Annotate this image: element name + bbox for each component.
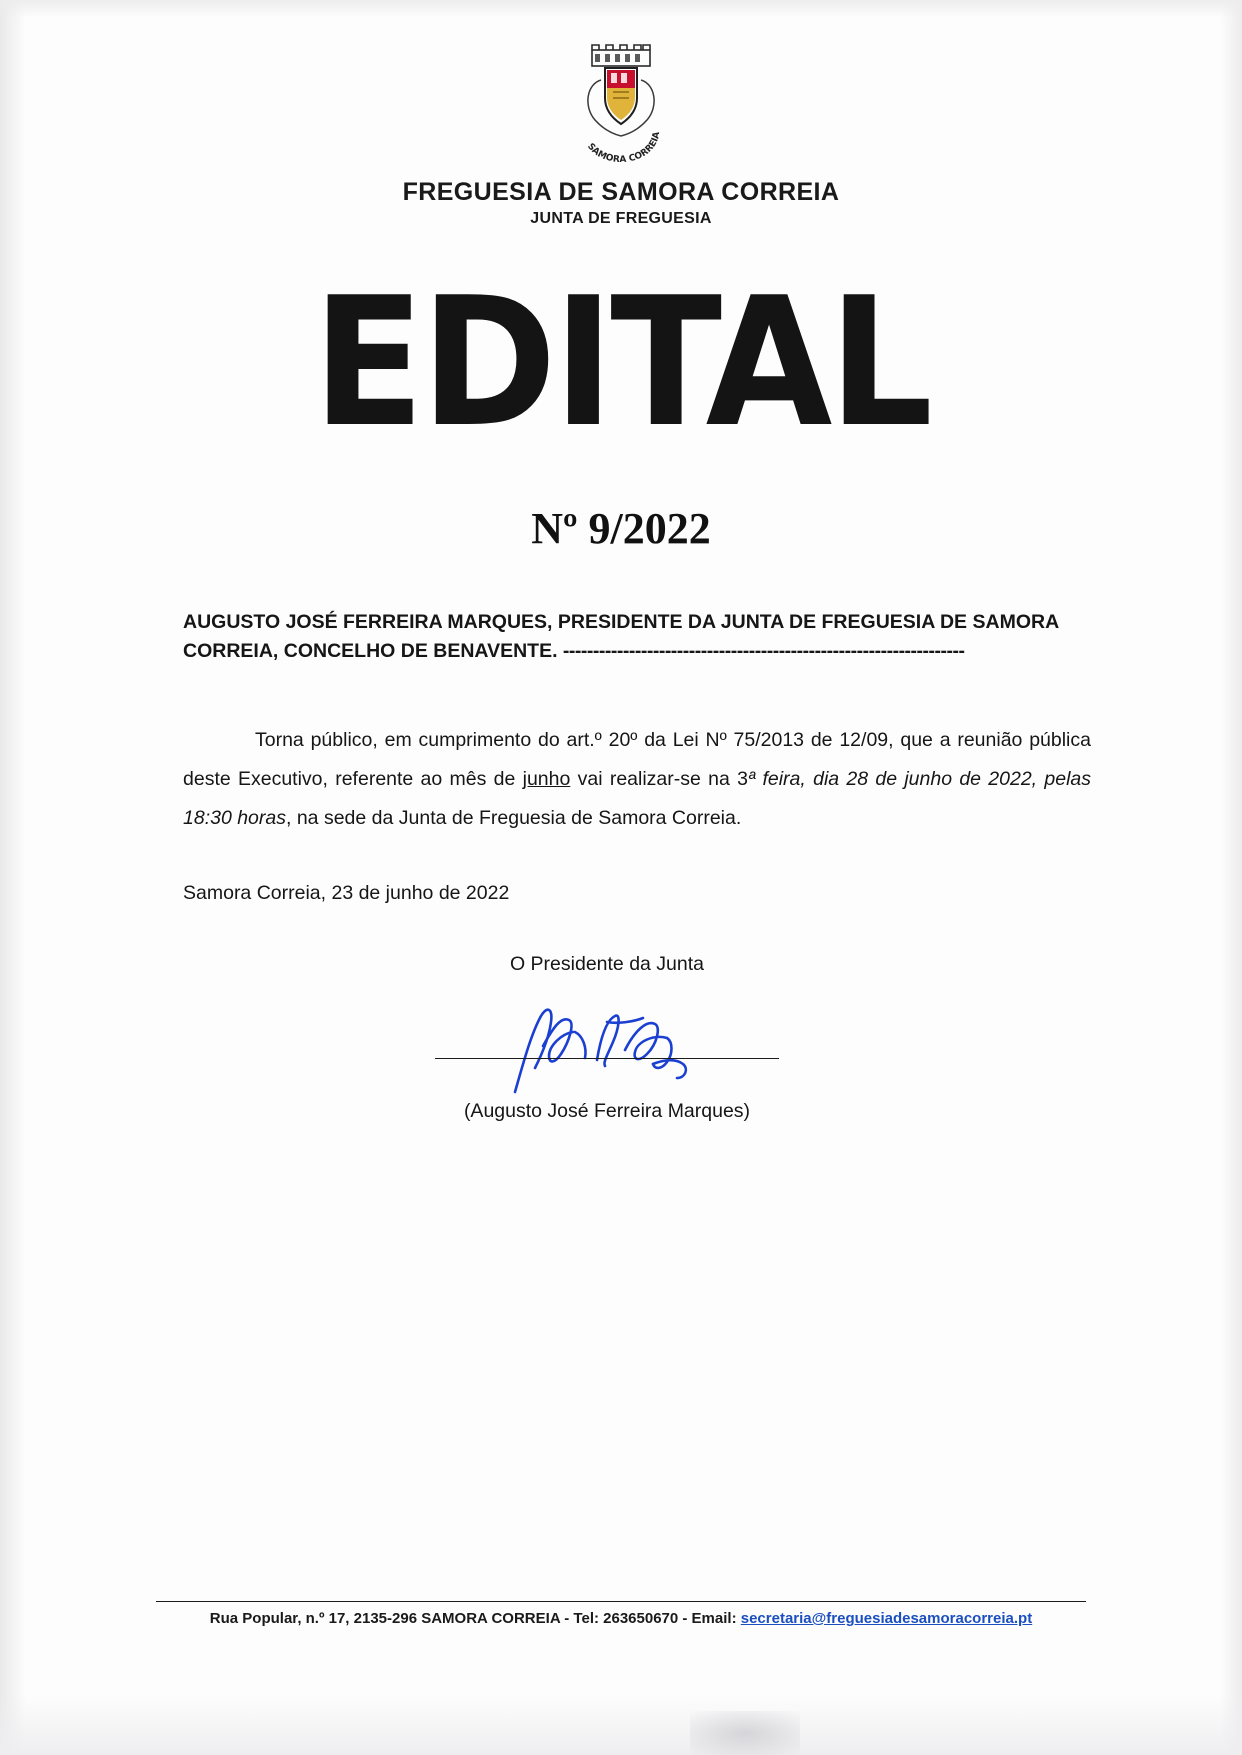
signature-title: O Presidente da Junta: [509, 952, 705, 975]
svg-text:SAMORA CORREIA: SAMORA CORREIA: [585, 131, 663, 162]
document-body: [151, 608, 1091, 1123]
scan-edge-bottom: [0, 1695, 1242, 1755]
place-and-date: Samora Correia, 23 de junho de 2022: [183, 881, 510, 904]
document-title: EDITAL: [312, 259, 930, 466]
notice-paragraph: [183, 721, 1091, 838]
notice-part2: vai realizar-se na 3: [570, 767, 748, 790]
document-number: Nº 9/2022: [531, 504, 711, 554]
organization-name: FREGUESIA DE SAMORA CORREIA: [402, 178, 840, 206]
footer-address: Rua Popular, n.º 17, 2135-296 SAMORA CORREIA - Tel: 263650670 - Email:: [209, 1610, 741, 1627]
organization-subtitle: JUNTA DE FREGUESIA: [530, 210, 712, 227]
notice-datetime: ª feira, dia 28 de junho de 2022, pelas 18:30 horas: [183, 767, 1092, 829]
footer-divider: [156, 1601, 1086, 1602]
crest-icon: [561, 40, 681, 162]
notice-part3: , na sede da Junta de Freguesia de Samora Correia.: [286, 806, 742, 829]
footer-email-link[interactable]: secretaria@freguesiadesamoracorreia.pt: [740, 1610, 1033, 1627]
signature-block: [183, 953, 1091, 1123]
signature-line: [435, 1058, 779, 1059]
footer-contact: [0, 1610, 1242, 1627]
page-footer: [0, 1601, 1242, 1627]
scan-smudge: [690, 1711, 800, 1755]
notice-part1: Torna público, em cumprimento do art.º 20º da Lei Nº 75/2013 de 12/09, que a reunião pública deste Executivo, referente ao mês de: [183, 728, 1091, 790]
handwritten-signature-icon: [457, 994, 757, 1104]
declarant-dashes: -------------------------------------------------------------------: [562, 640, 965, 663]
signature-area: [183, 986, 1031, 1096]
declarant-text: AUGUSTO JOSÉ FERREIRA MARQUES, PRESIDENTE DA JUNTA DE FREGUESIA DE SAMORA CORREIA, CONCELHO DE BENAVENTE.: [183, 611, 1059, 663]
organization-header: [0, 178, 1242, 228]
coat-of-arms-crest: [561, 40, 681, 162]
declarant-statement: [183, 608, 1091, 667]
signature-name: (Augusto José Ferreira Marques): [463, 1099, 751, 1122]
notice-month: junho: [522, 767, 571, 790]
